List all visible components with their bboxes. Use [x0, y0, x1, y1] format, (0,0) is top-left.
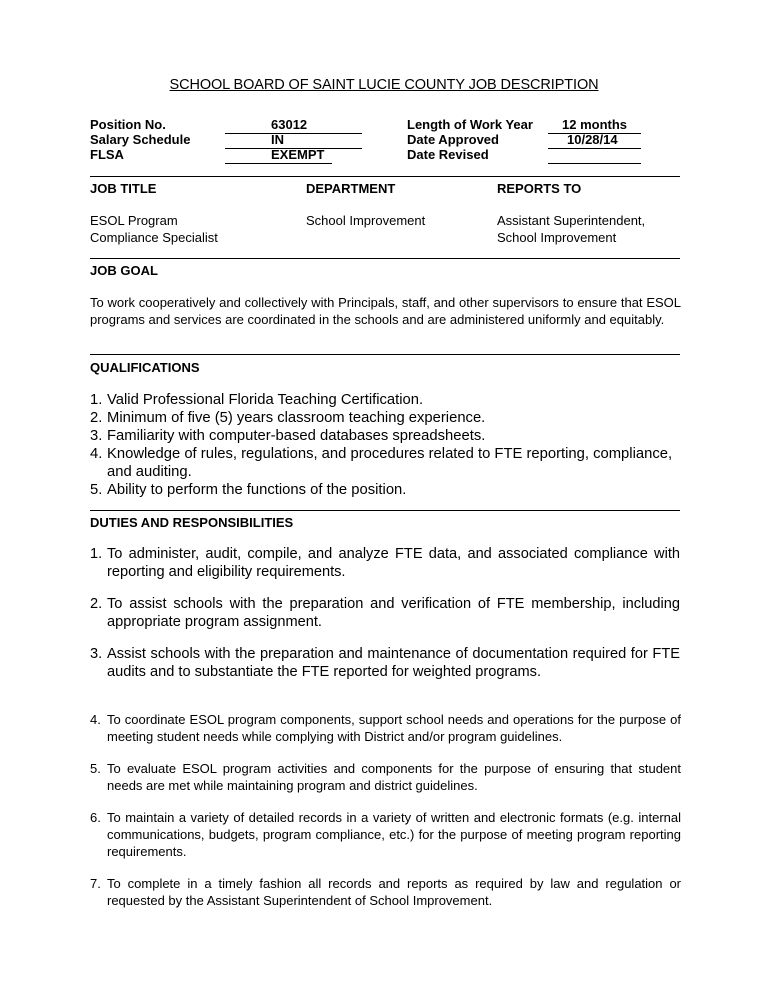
department-value: School Improvement [306, 213, 426, 228]
item-number: 6. [90, 810, 101, 825]
job-title-line-1: ESOL Program [90, 213, 178, 228]
position-no-label: Position No. [90, 117, 166, 132]
flsa-label: FLSA [90, 147, 124, 162]
divider [90, 510, 680, 511]
item-number: 1. [90, 392, 103, 408]
item-text: Familiarity with computer-based databases spreadsheets. [107, 428, 486, 444]
divider [90, 258, 680, 259]
duty-item [90, 760, 681, 794]
item-text: To administer, audit, compile, and analyze FTE data, and associated compliance with reporting and eligibility requirements. [107, 546, 680, 580]
reports-to-line-2: School Improvement [497, 230, 617, 245]
qualification-item [90, 445, 685, 481]
flsa-field [225, 146, 332, 164]
qualifications-heading: QUALIFICATIONS [90, 360, 200, 375]
duty-item [90, 875, 681, 909]
item-number: 1. [90, 546, 103, 562]
date-revised-field [548, 146, 641, 164]
item-number: 4. [90, 712, 101, 727]
item-text: To assist schools with the preparation and verification of FTE membership, including appropriate program assignment. [107, 596, 680, 630]
duty-item [90, 595, 680, 631]
duties-heading: DUTIES AND RESPONSIBILITIES [90, 515, 294, 530]
duty-item [90, 809, 681, 860]
duties-list-part-1 [90, 545, 680, 681]
duties-list-part-2 [90, 711, 681, 909]
qualification-item [90, 409, 685, 427]
item-number: 4. [90, 446, 103, 462]
job-title-heading: JOB TITLE [90, 181, 157, 196]
item-number: 7. [90, 876, 101, 891]
department-heading: DEPARTMENT [306, 181, 396, 196]
job-title-line-2: Compliance Specialist [90, 230, 218, 245]
date-revised-label: Date Revised [407, 147, 489, 162]
reports-to-line-1: Assistant Superintendent, [497, 213, 646, 228]
item-number: 5. [90, 761, 101, 776]
item-text: Knowledge of rules, regulations, and procedures related to FTE reporting, compliance, and auditing. [107, 446, 673, 480]
item-text: Ability to perform the functions of the position. [107, 482, 407, 498]
length-of-work-year-value: 12 months [562, 117, 628, 132]
item-number: 3. [90, 428, 103, 444]
reports-to-value [497, 212, 645, 246]
item-number: 2. [90, 596, 103, 612]
qualification-item [90, 391, 685, 409]
item-text: Valid Professional Florida Teaching Certification. [107, 392, 424, 408]
qualifications-list [90, 391, 685, 499]
divider [90, 176, 680, 177]
qualification-item [90, 481, 685, 499]
length-of-work-year-label: Length of Work Year [407, 117, 533, 132]
document-title: SCHOOL BOARD OF SAINT LUCIE COUNTY JOB DESCRIPTION [169, 77, 599, 93]
item-number: 3. [90, 646, 103, 662]
position-no-value: 63012 [271, 117, 308, 132]
salary-schedule-label: Salary Schedule [90, 132, 191, 147]
divider [90, 354, 680, 355]
flsa-value: EXEMPT [271, 147, 325, 162]
item-number: 2. [90, 410, 103, 426]
item-text: To complete in a timely fashion all records and reports as required by law and regulation or requested by the Assistant Superintendent of School Improvement. [107, 876, 681, 908]
duty-item [90, 645, 680, 681]
reports-to-heading: REPORTS TO [497, 181, 582, 196]
qualification-item [90, 427, 685, 445]
job-goal-text: To work cooperatively and collectively with Principals, staff, and other supervisors to ensure that ESOL programs and services are coordinated in the schools and are administered uniformly and equitably. [90, 295, 681, 327]
item-text: Minimum of five (5) years classroom teaching experience. [107, 410, 486, 426]
date-approved-value: 10/28/14 [567, 132, 618, 147]
item-text: To coordinate ESOL program components, support school needs and operations for the purpose of meeting student needs while complying with District and/or program guidelines. [107, 712, 681, 744]
duty-item [90, 711, 681, 745]
date-approved-label: Date Approved [407, 132, 499, 147]
item-text: To maintain a variety of detailed records in a variety of written and electronic formats (e.g. internal communications, budgets, program compliance, etc.) for the purpose of meeting program reporting requirements. [107, 810, 681, 859]
job-title-value [90, 212, 218, 246]
salary-schedule-value: IN [271, 132, 284, 147]
duty-item [90, 545, 680, 581]
job-goal-heading: JOB GOAL [90, 263, 158, 278]
item-text: Assist schools with the preparation and maintenance of documentation required for FTE audits and to substantiate the FTE reported for weighted programs. [107, 646, 680, 680]
item-number: 5. [90, 482, 103, 498]
item-text: To evaluate ESOL program activities and components for the purpose of ensuring that student needs are met while maintaining program and district guidelines. [107, 761, 681, 793]
